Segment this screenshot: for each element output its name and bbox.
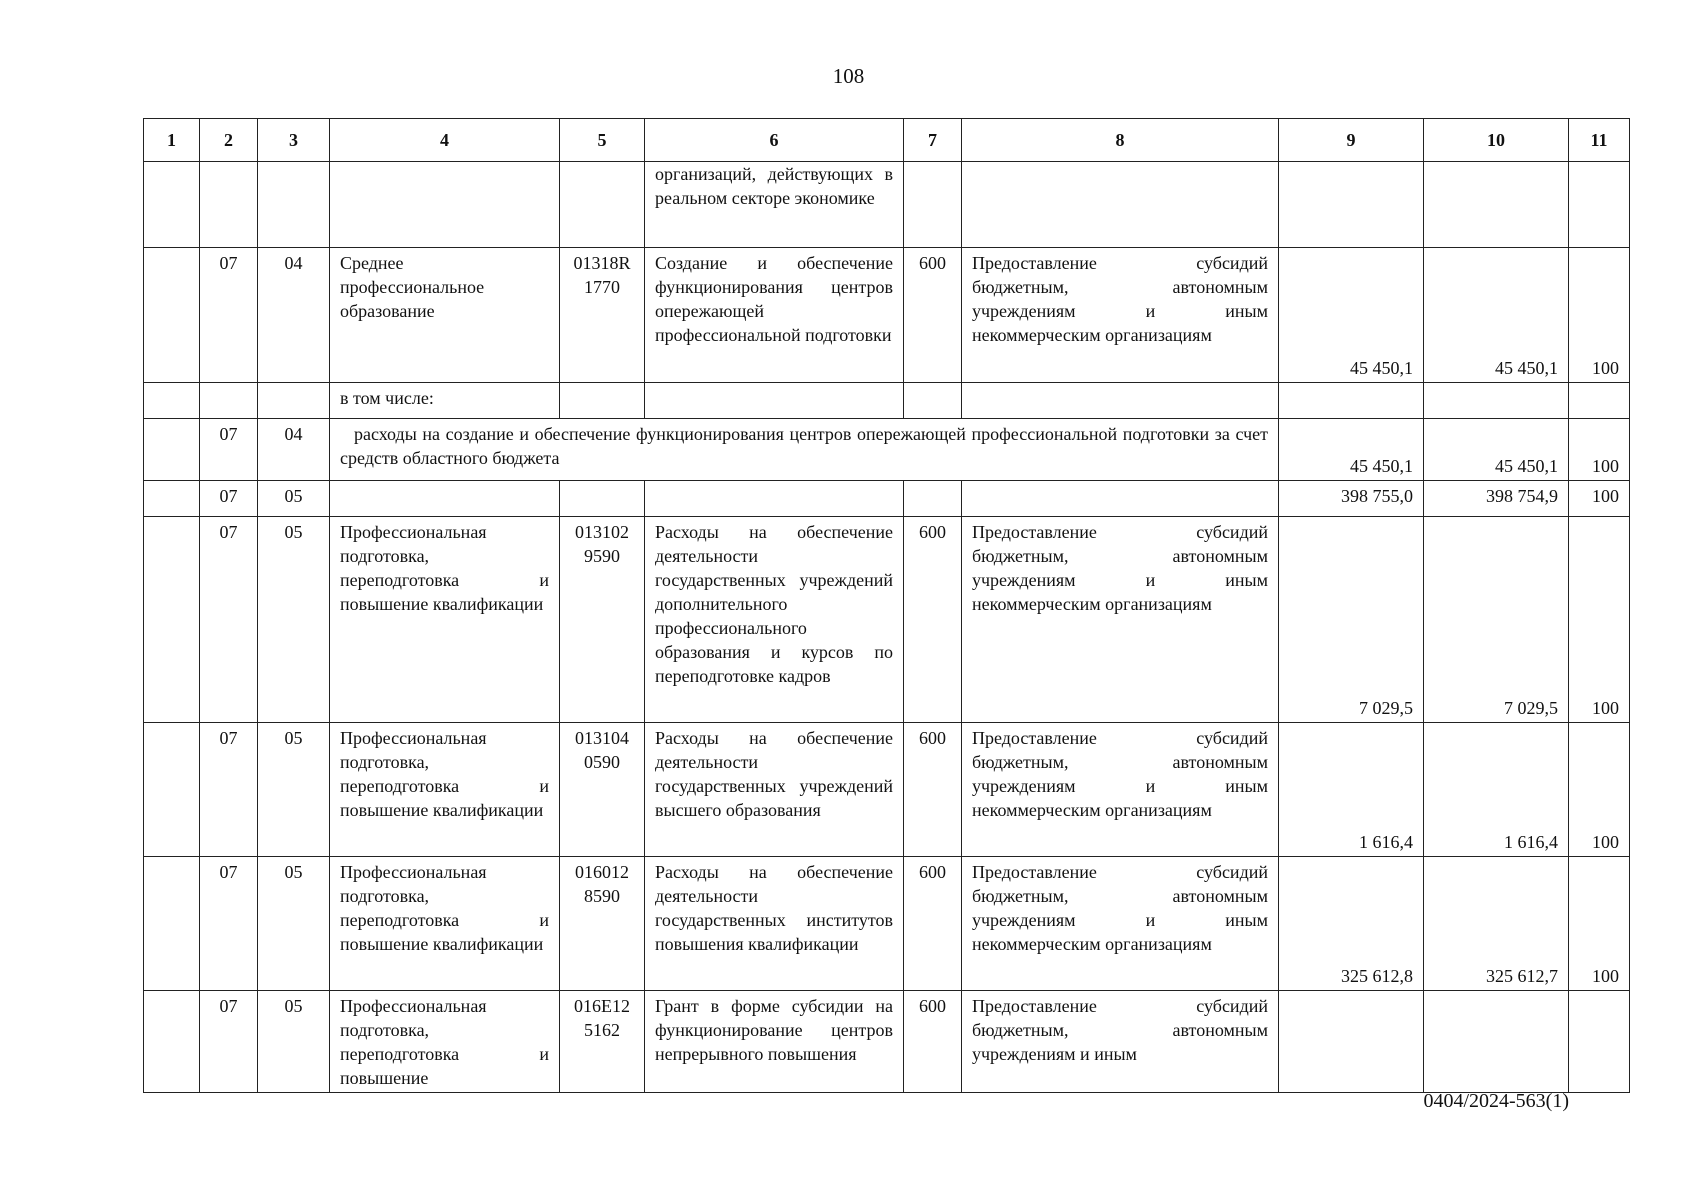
cell bbox=[144, 991, 200, 1093]
cell: Предоставление субсидий бюджетным, автономным учреждениям и иным bbox=[962, 991, 1279, 1093]
cell: 07 bbox=[200, 991, 258, 1093]
cell bbox=[904, 383, 962, 419]
cell bbox=[144, 419, 200, 481]
cell: 600 bbox=[904, 248, 962, 383]
cell: 013102 9590 bbox=[560, 517, 645, 723]
table-row bbox=[144, 991, 1630, 1093]
cell: 398 754,9 bbox=[1424, 481, 1569, 517]
cell: 07 bbox=[200, 517, 258, 723]
cell: 100 bbox=[1569, 419, 1630, 481]
table-row bbox=[144, 419, 1630, 481]
cell: Профессиональная подготовка, переподготовка и повышение квалификации bbox=[330, 517, 560, 723]
cell bbox=[1424, 383, 1569, 419]
cell: Профессиональная подготовка, переподготовка и повышение квалификации bbox=[330, 857, 560, 991]
cell: 07 bbox=[200, 481, 258, 517]
cell bbox=[962, 383, 1279, 419]
cell bbox=[200, 383, 258, 419]
table-row bbox=[144, 857, 1630, 991]
column-header: 5 bbox=[560, 119, 645, 162]
cell bbox=[904, 481, 962, 517]
cell bbox=[258, 162, 330, 248]
cell bbox=[144, 383, 200, 419]
column-header: 10 bbox=[1424, 119, 1569, 162]
column-header: 4 bbox=[330, 119, 560, 162]
column-header: 6 bbox=[645, 119, 904, 162]
table-row bbox=[144, 248, 1630, 383]
cell: 100 bbox=[1569, 857, 1630, 991]
cell: 100 bbox=[1569, 248, 1630, 383]
cell: Предоставление субсидий бюджетным, автономным учреждениям и иным некоммерческим организациям bbox=[962, 248, 1279, 383]
cell: Профессиональная подготовка, переподготовка и повышение bbox=[330, 991, 560, 1093]
cell bbox=[560, 383, 645, 419]
cell: 04 bbox=[258, 248, 330, 383]
cell bbox=[904, 162, 962, 248]
cell: 100 bbox=[1569, 723, 1630, 857]
cell bbox=[144, 857, 200, 991]
cell: 04 bbox=[258, 419, 330, 481]
cell bbox=[1279, 162, 1424, 248]
cell: 600 bbox=[904, 723, 962, 857]
cell: 600 bbox=[904, 517, 962, 723]
column-header: 11 bbox=[1569, 119, 1630, 162]
cell: 07 bbox=[200, 723, 258, 857]
cell: 7 029,5 bbox=[1279, 517, 1424, 723]
cell: 7 029,5 bbox=[1424, 517, 1569, 723]
table-row bbox=[144, 517, 1630, 723]
cell bbox=[1279, 383, 1424, 419]
cell bbox=[645, 481, 904, 517]
cell: 45 450,1 bbox=[1424, 248, 1569, 383]
cell: 05 bbox=[258, 857, 330, 991]
cell bbox=[144, 723, 200, 857]
cell: 07 bbox=[200, 419, 258, 481]
cell: 013104 0590 bbox=[560, 723, 645, 857]
column-header: 8 bbox=[962, 119, 1279, 162]
cell bbox=[1569, 383, 1630, 419]
cell: 05 bbox=[258, 517, 330, 723]
cell: 07 bbox=[200, 248, 258, 383]
cell bbox=[144, 481, 200, 517]
column-header: 9 bbox=[1279, 119, 1424, 162]
cell bbox=[962, 162, 1279, 248]
table-row bbox=[144, 383, 1630, 419]
cell: 398 755,0 bbox=[1279, 481, 1424, 517]
cell: 325 612,8 bbox=[1279, 857, 1424, 991]
page-number: 108 bbox=[832, 64, 865, 88]
cell: Предоставление субсидий бюджетным, автономным учреждениям и иным некоммерческим организациям bbox=[962, 723, 1279, 857]
cell bbox=[962, 481, 1279, 517]
cell bbox=[144, 248, 200, 383]
cell: 07 bbox=[200, 857, 258, 991]
cell: Расходы на обеспечение деятельности государственных учреждений высшего образования bbox=[645, 723, 904, 857]
cell: 1 616,4 bbox=[1279, 723, 1424, 857]
cell: 1 616,4 bbox=[1424, 723, 1569, 857]
cell bbox=[200, 162, 258, 248]
cell bbox=[1424, 162, 1569, 248]
cell bbox=[1279, 991, 1424, 1093]
merged-description-cell: расходы на создание и обеспечение функционирования центров опережающей профессиональной подготовки за счет средств областного бюджета bbox=[330, 419, 1279, 481]
cell bbox=[144, 517, 200, 723]
cell: 100 bbox=[1569, 481, 1630, 517]
cell bbox=[1424, 991, 1569, 1093]
column-header: 1 bbox=[144, 119, 200, 162]
cell bbox=[560, 481, 645, 517]
cell: 325 612,7 bbox=[1424, 857, 1569, 991]
table-row bbox=[144, 162, 1630, 248]
cell: 01318R 1770 bbox=[560, 248, 645, 383]
cell: Расходы на обеспечение деятельности государственных институтов повышения квалификации bbox=[645, 857, 904, 991]
cell: 45 450,1 bbox=[1424, 419, 1569, 481]
cell: Расходы на обеспечение деятельности государственных учреждений дополнительного профессионального образования и курсов по переподготовке кадров bbox=[645, 517, 904, 723]
cell: 600 bbox=[904, 857, 962, 991]
cell: 45 450,1 bbox=[1279, 248, 1424, 383]
cell: 600 bbox=[904, 991, 962, 1093]
budget-table bbox=[143, 118, 1630, 1093]
table-row bbox=[144, 723, 1630, 857]
cell: Грант в форме субсидии на функционирование центров непрерывного повышения bbox=[645, 991, 904, 1093]
cell bbox=[330, 162, 560, 248]
cell: 016E12 5162 bbox=[560, 991, 645, 1093]
cell: 45 450,1 bbox=[1279, 419, 1424, 481]
cell: 016012 8590 bbox=[560, 857, 645, 991]
cell: в том числе: bbox=[330, 383, 560, 419]
cell: 05 bbox=[258, 481, 330, 517]
cell: организаций, действующих в реальном секторе экономике bbox=[645, 162, 904, 248]
cell: Профессиональная подготовка, переподготовка и повышение квалификации bbox=[330, 723, 560, 857]
column-header: 7 bbox=[904, 119, 962, 162]
cell bbox=[1569, 162, 1630, 248]
cell bbox=[1569, 991, 1630, 1093]
document-code: 0404/2024-563(1) bbox=[1423, 1090, 1569, 1112]
cell: Предоставление субсидий бюджетным, автономным учреждениям и иным некоммерческим организациям bbox=[962, 517, 1279, 723]
cell: Создание и обеспечение функционирования центров опережающей профессиональной подготовки bbox=[645, 248, 904, 383]
cell bbox=[144, 162, 200, 248]
column-header: 3 bbox=[258, 119, 330, 162]
cell: Среднее профессиональное образование bbox=[330, 248, 560, 383]
column-header: 2 bbox=[200, 119, 258, 162]
table-header-row bbox=[144, 119, 1630, 162]
cell bbox=[330, 481, 560, 517]
cell: 05 bbox=[258, 991, 330, 1093]
cell: 100 bbox=[1569, 517, 1630, 723]
cell bbox=[645, 383, 904, 419]
subtotal-row bbox=[144, 481, 1630, 517]
cell bbox=[258, 383, 330, 419]
cell: Предоставление субсидий бюджетным, автономным учреждениям и иным некоммерческим организациям bbox=[962, 857, 1279, 991]
cell bbox=[560, 162, 645, 248]
cell: 05 bbox=[258, 723, 330, 857]
